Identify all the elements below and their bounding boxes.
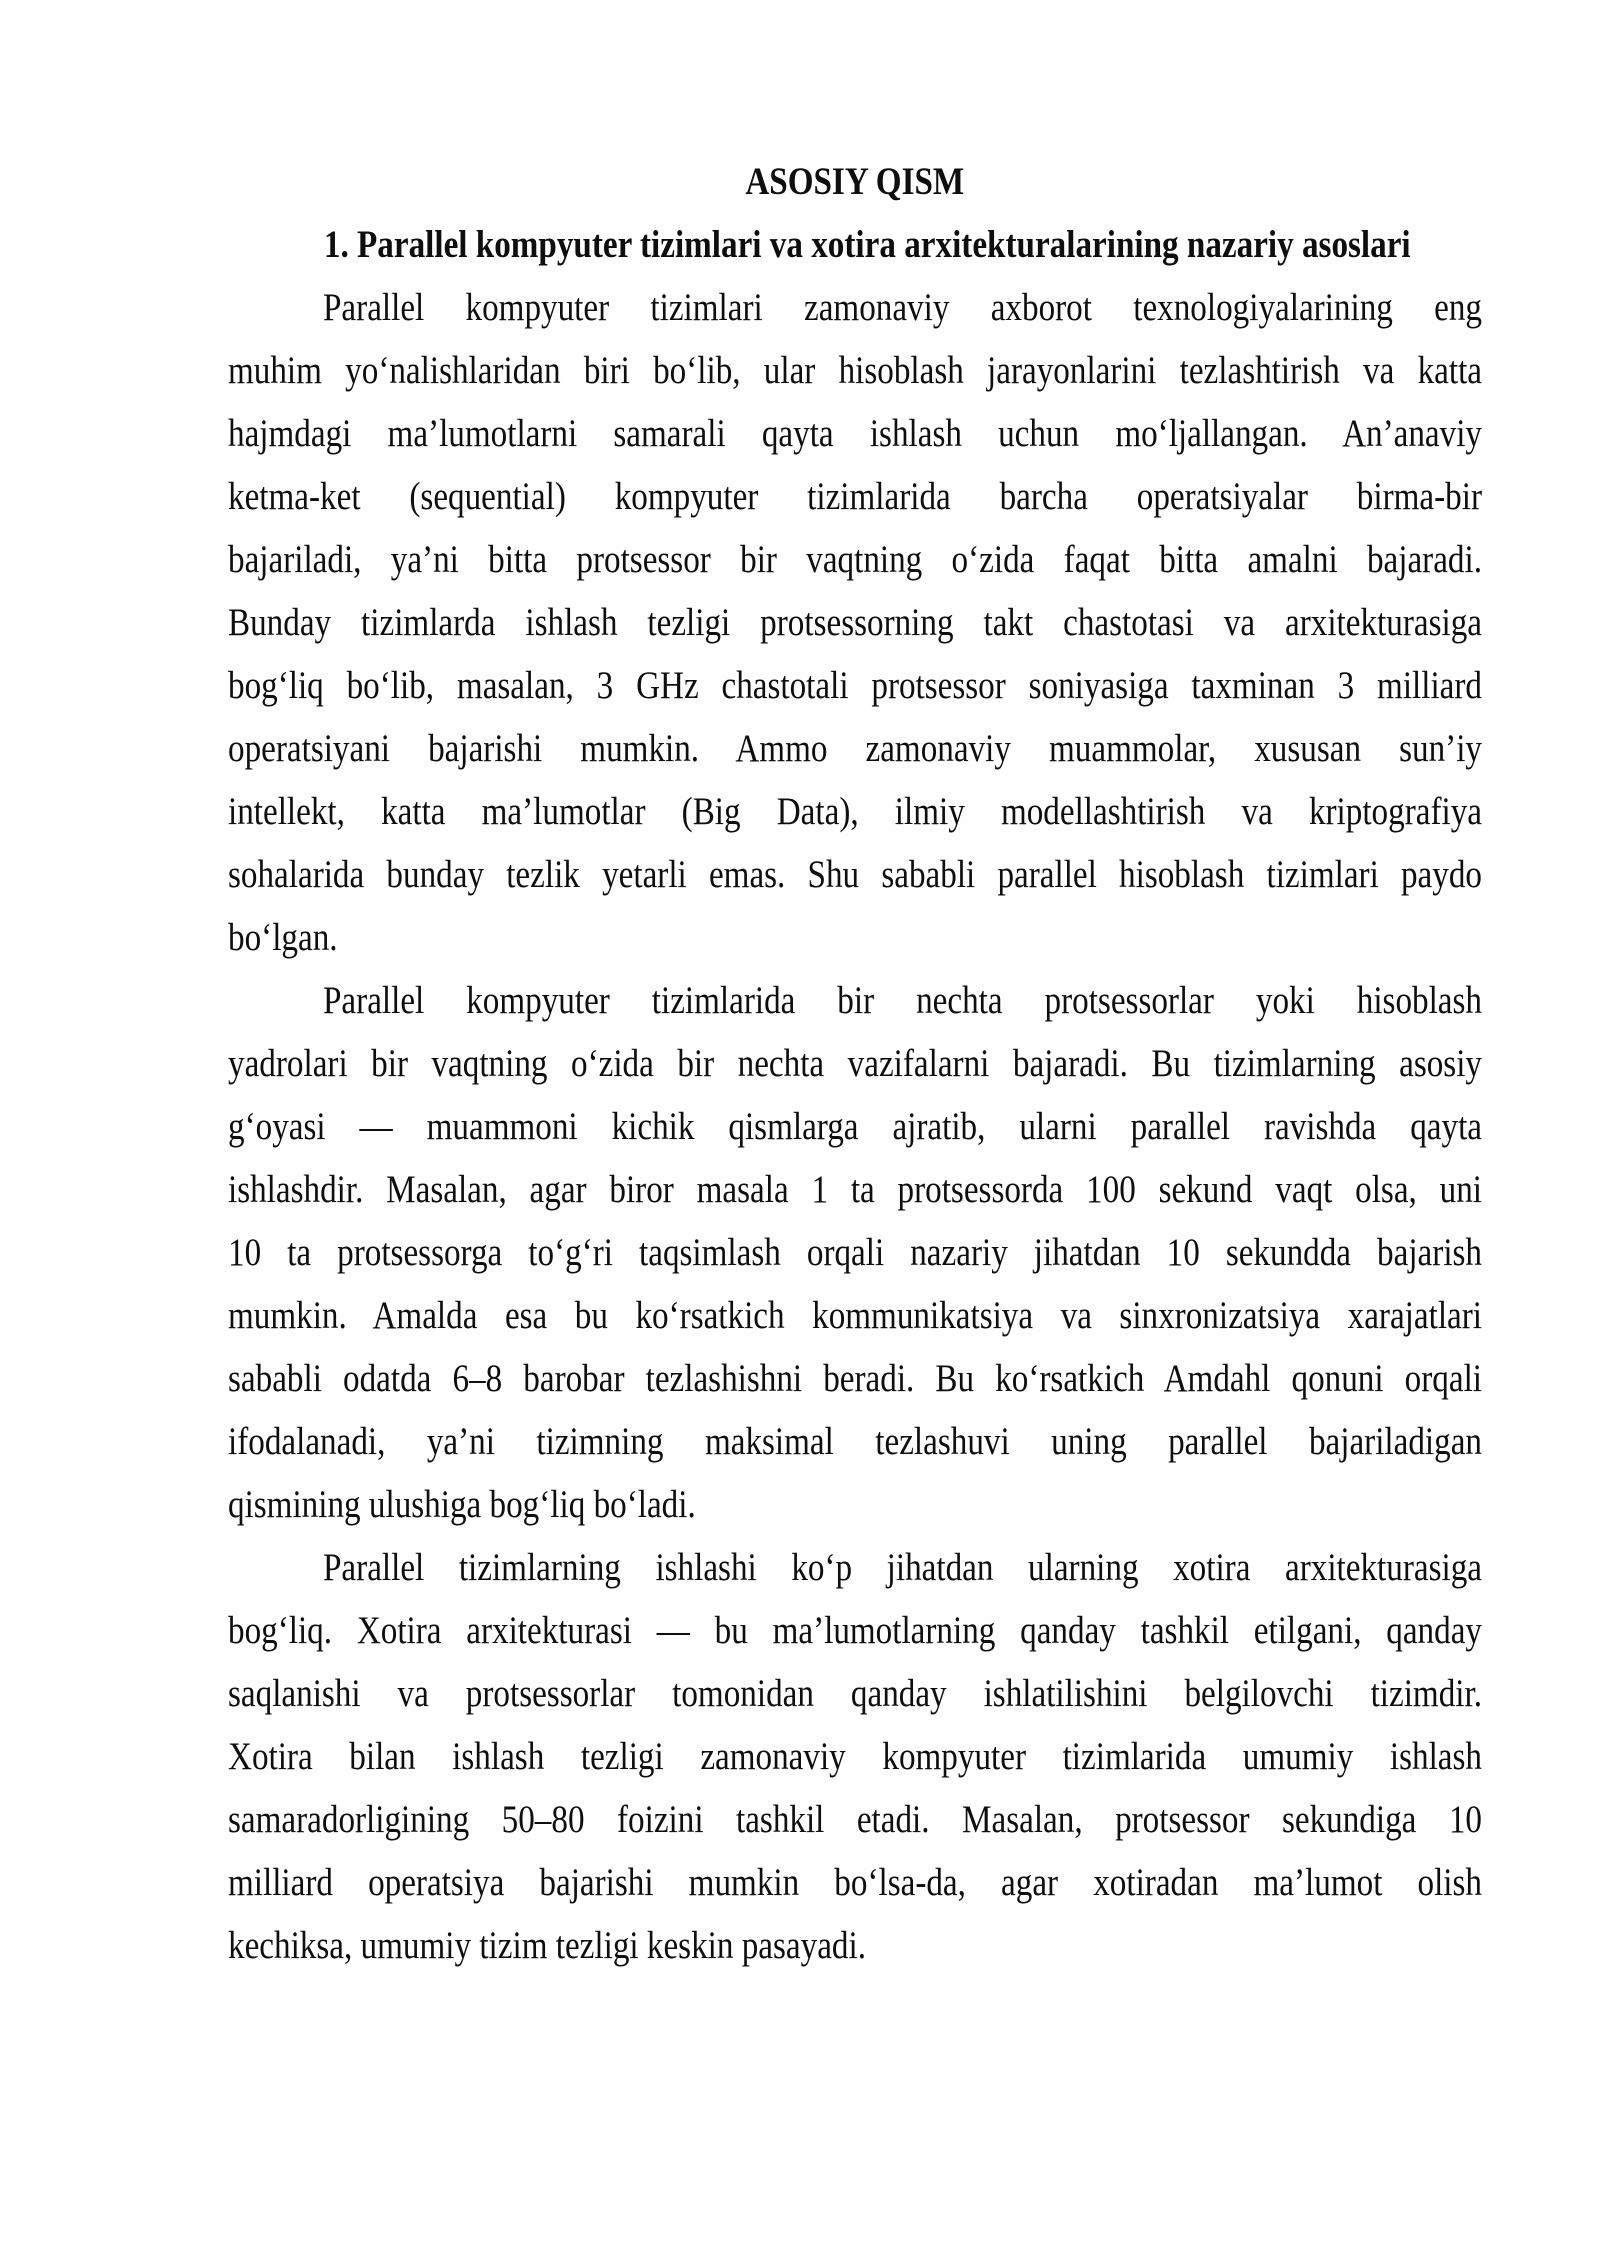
text-line-content: ishlashdir. Masalan, agar biror masala 1 ta protsessorda 100 sekund vaqt olsa, uni [228,1168,1482,1211]
text-line [228,1788,1482,1851]
text-line-content: sohalarida bunday tezlik yetarli emas. Shu sababli parallel hisoblash tizimlari paydo [228,853,1483,896]
paragraph-3 [228,1536,1482,1977]
text-line [228,1284,1482,1347]
document-title [228,150,1482,213]
text-line [228,1095,1482,1158]
text-line [228,1473,1482,1536]
text-line-content: Parallel kompyuter tizimlarida bir nechta protsessorlar yoki hisoblash [323,979,1483,1022]
text-line-content: bajariladi, ya’ni bitta protsessor bir vaqtning oʻzida faqat bitta amalni bajaradi. [228,538,1482,581]
document-title-text: ASOSIY QISM [745,160,965,203]
text-line-content: boʻlgan. [228,916,338,959]
text-line-content: bogʻliq. Xotira arxitekturasi — bu ma’lumotlarning qanday tashkil etilgani, qanday [228,1609,1482,1652]
text-line-content: saqlanishi va protsessorlar tomonidan qanday ishlatilishini belgilovchi tizimdir. [228,1672,1483,1715]
text-line [228,1536,1482,1599]
text-line [228,1410,1482,1473]
text-line [228,780,1482,843]
text-line [228,528,1482,591]
text-line [228,1851,1482,1914]
text-line-content: ifodalanadi, ya’ni tizimning maksimal tezlashuvi uning parallel bajariladigan [228,1420,1482,1463]
section-heading [228,213,1482,276]
text-line [228,1599,1482,1662]
text-line-content: milliard operatsiya bajarishi mumkin boʻlsa-da, agar xotiradan ma’lumot olish [228,1861,1482,1904]
text-line [228,1158,1482,1221]
text-line-content: gʻoyasi — muammoni kichik qismlarga ajratib, ularni parallel ravishda qayta [228,1105,1482,1148]
section-heading-text: 1. Parallel kompyuter tizimlari va xotira arxitekturalarining nazariy asoslari [323,223,1411,266]
text-line [228,1725,1482,1788]
text-line [228,339,1482,402]
document-body [228,150,1482,1977]
text-line-content: Parallel tizimlarning ishlashi koʻp jihatdan ularning xotira arxitekturasiga [323,1546,1482,1589]
text-line [228,1032,1482,1095]
text-line [228,906,1482,969]
text-line-content: samaradorligining 50–80 foizini tashkil etadi. Masalan, protsessor sekundiga 10 [228,1798,1482,1841]
text-line-content: kechiksa, umumiy tizim tezligi keskin pasayadi. [228,1924,867,1967]
text-line-content: Parallel kompyuter tizimlari zamonaviy axborot texnologiyalarining eng [323,286,1483,329]
text-line-content: Bunday tizimlarda ishlash tezligi protsessorning takt chastotasi va arxitekturasiga [228,601,1482,644]
text-line-content: Xotira bilan ishlash tezligi zamonaviy kompyuter tizimlarida umumiy ishlash [228,1735,1482,1778]
paragraph-1 [228,276,1482,969]
text-line-content: sababli odatda 6–8 barobar tezlashishni beradi. Bu koʻrsatkich Amdahl qonuni orqali [228,1357,1483,1400]
text-line-content: yadrolari bir vaqtning oʻzida bir nechta vazifalarni bajaradi. Bu tizimlarning asosiy [228,1042,1483,1085]
text-line-content: qismining ulushiga bogʻliq boʻladi. [228,1483,696,1526]
text-line [228,591,1482,654]
text-line-content: mumkin. Amalda esa bu koʻrsatkich kommunikatsiya va sinxronizatsiya xarajatlari [228,1294,1483,1337]
text-line [228,654,1482,717]
text-line-content: hajmdagi ma’lumotlarni samarali qayta ishlash uchun moʻljallangan. An’anaviy [228,412,1482,455]
text-line [228,717,1482,780]
text-line-content: muhim yoʻnalishlaridan biri boʻlib, ular hisoblash jarayonlarini tezlashtirish va katta [228,349,1483,392]
text-line [228,843,1482,906]
text-line [228,465,1482,528]
text-line-content: intellekt, katta ma’lumotlar (Big Data), ilmiy modellashtirish va kriptografiya [228,790,1482,833]
text-line-content: operatsiyani bajarishi mumkin. Ammo zamonaviy muammolar, xususan sun’iy [228,727,1482,770]
text-line-content: 10 ta protsessorga toʻgʻri taqsimlash orqali nazariy jihatdan 10 sekundda bajarish [228,1231,1483,1274]
text-line [228,1914,1482,1977]
text-line [228,276,1482,339]
text-line-content: ketma-ket (sequential) kompyuter tizimlarida barcha operatsiyalar birma-bir [228,475,1483,518]
text-line [228,402,1482,465]
text-line [228,1221,1482,1284]
text-line [228,1662,1482,1725]
paragraph-2 [228,969,1482,1536]
text-line [228,1347,1482,1410]
text-line [228,969,1482,1032]
text-line-content: bogʻliq boʻlib, masalan, 3 GHz chastotali protsessor soniyasiga taxminan 3 milliard [228,664,1483,707]
